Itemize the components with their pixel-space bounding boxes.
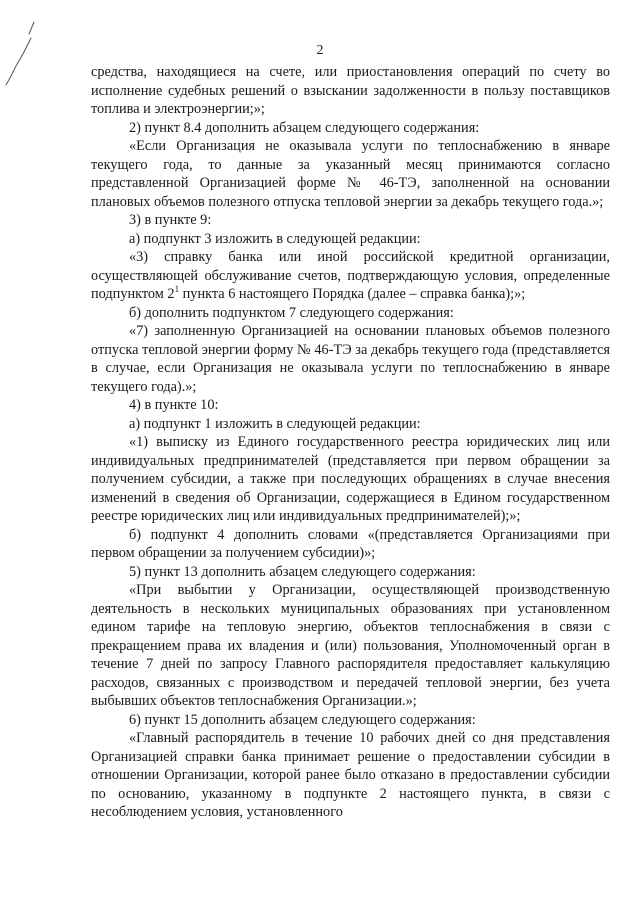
paragraph: «1) выписку из Единого государственного реестра юридических лиц или индивидуальных предпринимателей (представляется при первом обращении за получением субсидии, а также при последующих обращениях в случае внесения изменений в сведения об Организации, содержащиеся в Едином государственном реестре юридических лиц или индивидуальных предпринимателей);»; — [91, 434, 610, 524]
paragraph: б) подпункт 4 дополнить словами «(представляется Организациями при первом обращении за получением субсидии)»; — [91, 526, 610, 561]
paragraph — [91, 248, 610, 304]
paragraph-text: «3) справку банка или иной российской кредитной организации, осуществляющей обслуживание счетов, подтверждающую условия, определенные подпунктом 2 — [91, 249, 610, 302]
paragraph: 6) пункт 15 дополнить абзацем следующего содержания: — [129, 711, 476, 728]
paragraph: 2) пункт 8.4 дополнить абзацем следующего содержания: — [129, 119, 480, 136]
paragraph-text: пункта 6 настоящего Порядка (далее – справка банка);»; — [179, 286, 526, 302]
paragraph: 5) пункт 13 дополнить абзацем следующего содержания: — [129, 563, 476, 580]
paragraph: «Если Организация не оказывала услуги по теплоснабжению в январе текущего года, то данные за указанный месяц принимаются согласно представленной Организацией форме № 46-ТЭ, заполненной на основании плановых объемов полезного отпуска тепловой энергии за декабрь текущего года.»; — [91, 138, 610, 210]
paragraph: б) дополнить подпунктом 7 следующего содержания: — [129, 304, 454, 321]
page-number: 2 — [316, 43, 324, 58]
document-body — [91, 63, 610, 822]
paragraph: средства, находящиеся на счете, или приостановления операций по счету во исполнение судебных решений о взыскании задолженности в пользу поставщиков топлива и электроэнергии;»; — [91, 64, 610, 117]
paragraph: «Главный распорядитель в течение 10 рабочих дней со дня представления Организацией справки банка принимает решение о предоставлении субсидии в отношении Организации, которой ранее было отказано в предоставлении субсидии по основанию, указанному в подпункте 2 настоящего пункта, в связи с несоблюдением условия, установленного — [91, 730, 610, 820]
superscript: 1 — [174, 284, 180, 295]
paragraph: а) подпункт 1 изложить в следующей редакции: — [129, 415, 421, 432]
paragraph: «7) заполненную Организацией на основании плановых объемов полезного отпуска тепловой энергии форму № 46-ТЭ за декабрь текущего года (представляется в случае, если Организация не оказывала услуги по теплоснабжению в январе текущего года).»; — [91, 323, 610, 395]
paragraph: 3) в пункте 9: — [129, 212, 212, 228]
paragraph: а) подпункт 3 изложить в следующей редакции: — [129, 230, 421, 247]
paragraph: «При выбытии у Организации, осуществляющей производственную деятельность в нескольких муниципальных образованиях при установленном едином тарифе на тепловую энергию, объектов теплоснабжения в связи с прекращением права их владения и (или) пользования, Уполномоченный орган в течение 7 дней по запросу Главного распорядителя предоставляет калькуляцию расходов, связанных с производством и передачей тепловой энергии, без учета выбывших объектов теплоснабжения Организации.»; — [91, 582, 610, 709]
paragraph: 4) в пункте 10: — [129, 397, 219, 413]
